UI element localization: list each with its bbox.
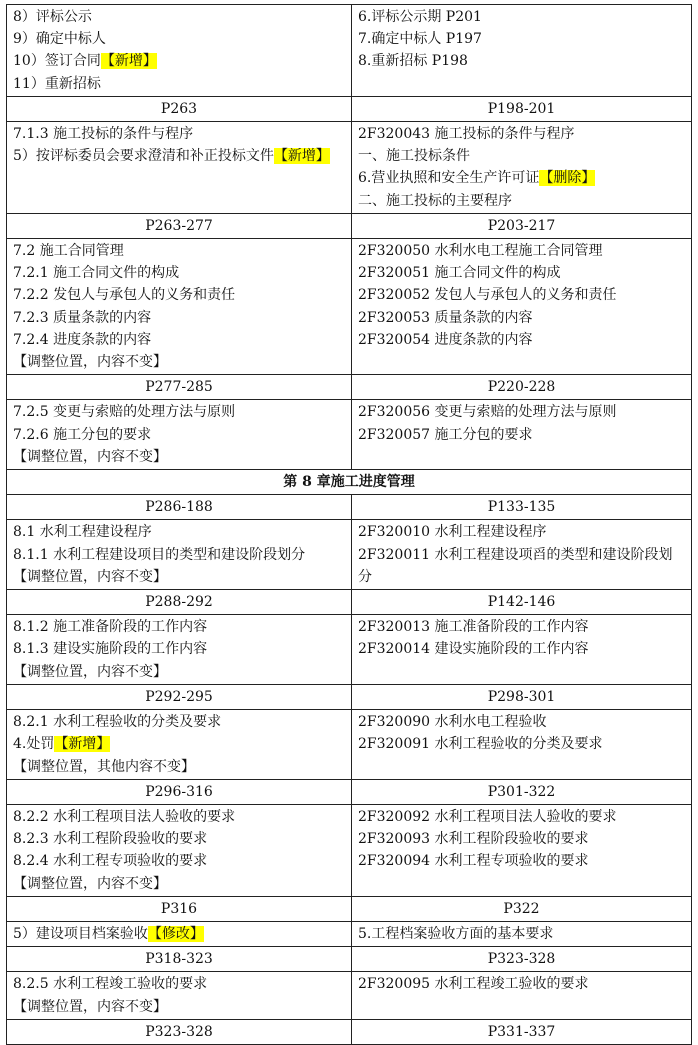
line-text: 7.2.3 质量条款的内容 <box>13 309 152 326</box>
line-text: 8.2.5 水利工程竣工验收的要求 <box>13 976 208 993</box>
text-line <box>358 28 685 50</box>
line-text: 7.2.2 发包人与承包人的义务和责任 <box>13 287 236 304</box>
new-edition-pages: P318-323 <box>7 947 352 972</box>
text-line <box>358 329 685 351</box>
text-line <box>13 446 345 468</box>
line-text: 10）签订合同 <box>13 53 101 70</box>
new-edition-cell <box>7 520 352 590</box>
text-line <box>358 123 685 145</box>
text-line <box>13 733 345 755</box>
line-text: 2F320011 水利工程建设项舀的类型和建设阶段划分 <box>358 546 673 585</box>
page-reference-row <box>7 1019 692 1044</box>
text-line <box>13 566 345 588</box>
line-text: 6.营业执照和安全生产许可证 <box>358 170 540 187</box>
line-text: 【调整位置，内容不变】 <box>13 663 167 680</box>
line-text: 2F320010 水利工程建设程序 <box>358 524 547 541</box>
line-text: 2F320053 质量条款的内容 <box>358 309 533 326</box>
line-text: 8.1.2 施工准备阶段的工作内容 <box>13 619 208 636</box>
old-edition-cell <box>352 804 692 896</box>
content-row <box>7 710 692 780</box>
text-line <box>358 284 685 306</box>
new-edition-cell <box>7 804 352 896</box>
text-line <box>358 240 685 262</box>
comparison-table-body <box>7 5 692 1045</box>
text-line <box>13 756 345 778</box>
line-text: 【调整位置，内容不变】 <box>13 875 167 892</box>
text-line <box>358 544 685 588</box>
comparison-table <box>6 4 692 1045</box>
page-reference-row <box>7 96 692 121</box>
text-line <box>13 544 345 566</box>
old-edition-pages: P133-135 <box>352 495 692 520</box>
change-tag: 【新增】 <box>54 736 111 753</box>
new-edition-pages: P296-316 <box>7 779 352 804</box>
page-reference-row <box>7 213 692 238</box>
change-tag: 【新增】 <box>273 148 330 165</box>
old-edition-pages: P298-301 <box>352 684 692 709</box>
text-line <box>13 711 345 733</box>
text-line <box>358 401 685 423</box>
text-line <box>358 6 685 28</box>
line-text: 2F320054 进度条款的内容 <box>358 331 533 348</box>
text-line <box>358 828 685 850</box>
page-reference-row <box>7 684 692 709</box>
text-line <box>358 850 685 872</box>
content-row <box>7 972 692 1019</box>
text-line <box>13 329 345 351</box>
content-row <box>7 804 692 896</box>
new-edition-cell <box>7 972 352 1019</box>
old-edition-pages: P331-337 <box>352 1019 692 1044</box>
line-text: 7.2.1 施工合同文件的构成 <box>13 265 180 282</box>
text-line <box>13 806 345 828</box>
line-text: 2F320093 水利工程阶段验收的要求 <box>358 831 589 848</box>
content-row <box>7 400 692 470</box>
text-line <box>358 638 685 660</box>
text-line <box>13 50 345 72</box>
old-edition-cell <box>352 122 692 214</box>
line-text: 11）重新招标 <box>13 75 101 92</box>
line-text: 5）建设项目档案验收 <box>13 925 148 942</box>
new-edition-cell <box>7 710 352 780</box>
line-text: 8.2.4 水利工程专项验收的要求 <box>13 853 208 870</box>
old-edition-pages: P301-322 <box>352 779 692 804</box>
new-edition-pages: P323-328 <box>7 1019 352 1044</box>
new-edition-pages: P292-295 <box>7 684 352 709</box>
text-line <box>358 973 685 995</box>
old-edition-pages: P142-146 <box>352 590 692 615</box>
line-text: 5）按评标委员会要求澄清和补正投标文件 <box>13 148 274 165</box>
new-edition-pages: P316 <box>7 896 352 921</box>
text-line <box>13 73 345 95</box>
line-text: 8.1.3 建设实施阶段的工作内容 <box>13 641 208 658</box>
old-edition-cell <box>352 921 692 946</box>
text-line <box>358 923 685 945</box>
content-row <box>7 921 692 946</box>
text-line <box>358 307 685 329</box>
line-text: 7.1.3 施工投标的条件与程序 <box>13 126 194 143</box>
line-text: 5.工程档案验收方面的基本要求 <box>358 925 554 942</box>
line-text: 2F320094 水利工程专项验收的要求 <box>358 853 589 870</box>
line-text: 2F320092 水利工程项目法人验收的要求 <box>358 808 617 825</box>
line-text: 8.2.2 水利工程项目法人验收的要求 <box>13 808 236 825</box>
line-text: 2F320095 水利工程竣工验收的要求 <box>358 976 589 993</box>
text-line <box>13 6 345 28</box>
line-text: 【调整位置，其他内容不变】 <box>13 758 195 775</box>
old-edition-pages: P203-217 <box>352 213 692 238</box>
cell-spacer <box>13 167 345 189</box>
line-text: 8.1.1 水利工程建设项目的类型和建设阶段划分 <box>13 546 306 563</box>
content-row <box>7 5 692 97</box>
text-line <box>13 240 345 262</box>
page-reference-row <box>7 495 692 520</box>
text-line <box>358 616 685 638</box>
text-line <box>13 262 345 284</box>
page-reference-row <box>7 375 692 400</box>
line-text: 9）确定中标人 <box>13 31 106 48</box>
line-text: 2F320051 施工合同文件的构成 <box>358 265 561 282</box>
new-edition-pages: P288-292 <box>7 590 352 615</box>
line-text: 【调整位置，内容不变】 <box>13 354 167 371</box>
new-edition-cell <box>7 239 352 375</box>
line-text: 2F320091 水利工程验收的分类及要求 <box>358 736 603 753</box>
text-line <box>358 806 685 828</box>
line-text: 【调整位置，内容不变】 <box>13 568 167 585</box>
page-reference-row <box>7 779 692 804</box>
text-line <box>13 145 345 167</box>
line-text: 7.确定中标人 P197 <box>358 31 482 48</box>
content-row <box>7 239 692 375</box>
old-edition-cell <box>352 710 692 780</box>
text-line <box>13 850 345 872</box>
text-line <box>13 828 345 850</box>
text-line <box>13 28 345 50</box>
text-line <box>13 351 345 373</box>
text-line <box>13 521 345 543</box>
old-edition-pages: P323-328 <box>352 947 692 972</box>
text-line <box>358 424 685 446</box>
new-edition-cell <box>7 400 352 470</box>
old-edition-pages: P220-228 <box>352 375 692 400</box>
new-edition-pages: P263-277 <box>7 213 352 238</box>
text-line <box>358 50 685 72</box>
line-text: 2F320043 施工投标的条件与程序 <box>358 126 575 143</box>
old-edition-cell <box>352 615 692 685</box>
text-line <box>13 973 345 995</box>
line-text: 2F320050 水利水电工程施工合同管理 <box>358 243 603 260</box>
text-line <box>358 733 685 755</box>
change-tag: 【新增】 <box>100 53 157 70</box>
text-line <box>13 996 345 1018</box>
new-edition-pages: P263 <box>7 96 352 121</box>
text-line <box>13 616 345 638</box>
line-text: 一、施工投标条件 <box>358 148 470 165</box>
new-edition-cell <box>7 921 352 946</box>
text-line <box>13 661 345 683</box>
old-edition-pages: P322 <box>352 896 692 921</box>
chapter-heading: 第 8 章施工进度管理 <box>7 470 692 495</box>
line-text: 二、施工投标的主要程序 <box>358 192 512 209</box>
text-line <box>358 190 685 212</box>
old-edition-cell <box>352 520 692 590</box>
line-text: 8.2.3 水利工程阶段验收的要求 <box>13 831 208 848</box>
text-line <box>13 638 345 660</box>
line-text: 8.2.1 水利工程验收的分类及要求 <box>13 714 222 731</box>
line-text: 2F320014 建设实施阶段的工作内容 <box>358 641 589 658</box>
change-tag: 【修改】 <box>147 925 204 942</box>
text-line <box>13 284 345 306</box>
line-text: 2F320052 发包人与承包人的义务和责任 <box>358 287 617 304</box>
line-text: 【调整位置，内容不变】 <box>13 998 167 1015</box>
old-edition-cell <box>352 239 692 375</box>
page-reference-row <box>7 896 692 921</box>
line-text: 2F320056 变更与索赔的处理方法与原则 <box>358 404 617 421</box>
line-text: 6.评标公示期 P201 <box>358 9 482 25</box>
text-line <box>358 711 685 733</box>
text-line <box>13 873 345 895</box>
new-edition-pages: P286-188 <box>7 495 352 520</box>
new-edition-cell <box>7 615 352 685</box>
text-line <box>13 307 345 329</box>
page-reference-row <box>7 590 692 615</box>
text-line <box>358 145 685 167</box>
line-text: 8.重新招标 P198 <box>358 53 468 70</box>
line-text: 7.2.5 变更与索赔的处理方法与原则 <box>13 404 236 421</box>
chapter-heading-row <box>7 470 692 495</box>
line-text: 7.2.4 进度条款的内容 <box>13 331 152 348</box>
new-edition-cell <box>7 5 352 97</box>
change-tag: 【删除】 <box>539 170 596 187</box>
content-row <box>7 615 692 685</box>
line-text: 2F320057 施工分包的要求 <box>358 426 533 443</box>
page-reference-row <box>7 947 692 972</box>
old-edition-cell <box>352 400 692 470</box>
text-line <box>13 424 345 446</box>
old-edition-cell <box>352 972 692 1019</box>
text-line <box>358 521 685 543</box>
line-text: 2F320013 施工准备阶段的工作内容 <box>358 619 589 636</box>
content-row <box>7 122 692 214</box>
line-text: 【调整位置，内容不变】 <box>13 448 167 465</box>
line-text: 7.2 施工合同管理 <box>13 243 124 260</box>
line-text: 2F320090 水利水电工程验收 <box>358 714 547 731</box>
text-line <box>13 401 345 423</box>
new-edition-pages: P277-285 <box>7 375 352 400</box>
content-row <box>7 520 692 590</box>
old-edition-pages: P198-201 <box>352 96 692 121</box>
line-text: 8.1 水利工程建设程序 <box>13 524 152 541</box>
text-line <box>13 923 345 945</box>
line-text: 7.2.6 施工分包的要求 <box>13 426 152 443</box>
old-edition-cell <box>352 5 692 97</box>
text-line <box>358 167 685 189</box>
text-line <box>358 262 685 284</box>
new-edition-cell <box>7 122 352 214</box>
line-text: 4.处罚 <box>13 736 55 753</box>
line-text: 8）评标公示 <box>13 9 92 25</box>
text-line <box>13 123 345 145</box>
